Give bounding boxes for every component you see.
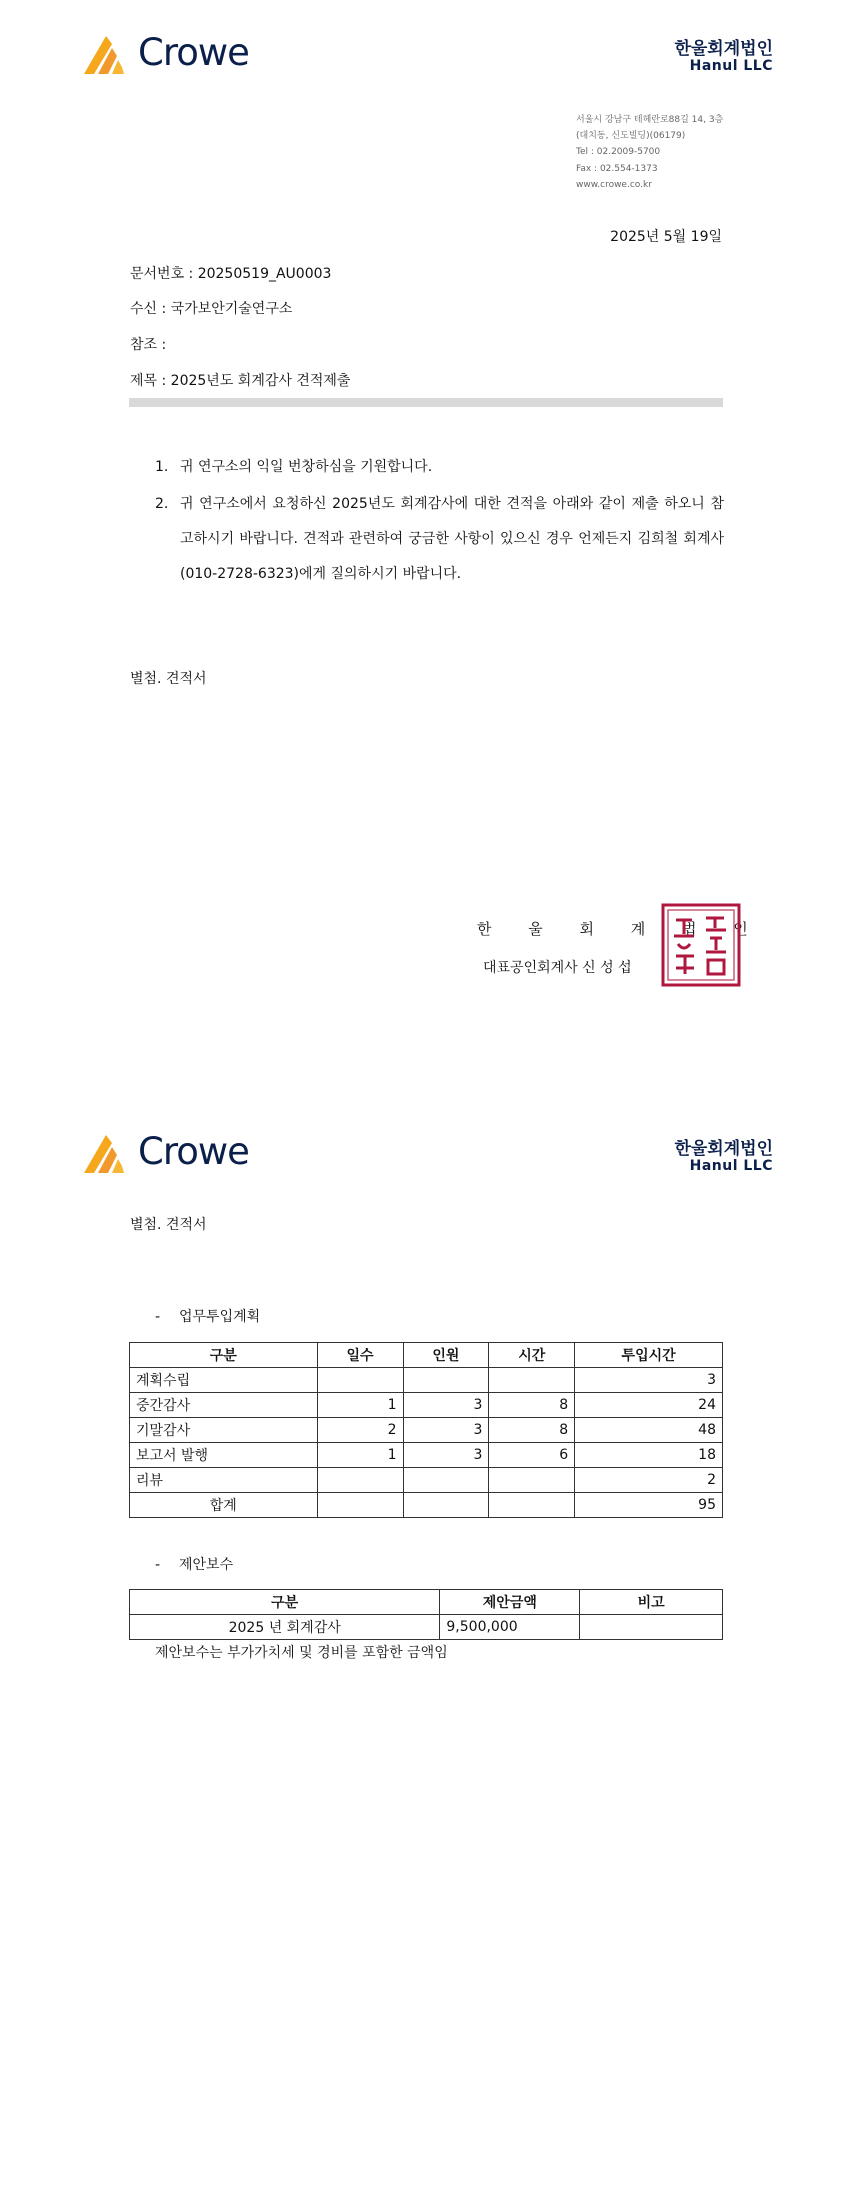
fee-table [129,1589,723,1640]
hours-cell: 8 [489,1418,575,1443]
people-cell: 3 [403,1393,489,1418]
sum-label: 합계 [130,1493,318,1518]
column-header: 비고 [580,1590,723,1615]
total-cell: 48 [575,1418,723,1443]
fee-heading: - 제안보수 [155,1557,234,1573]
reference: 참조 : [130,337,167,353]
column-header: 시간 [489,1343,575,1368]
row-label: 리뷰 [130,1468,318,1493]
logo-text: Crowe [138,30,249,74]
fee-remark [580,1615,723,1640]
estimate-title: 별첨. 견적서 [130,1217,207,1233]
body-item [155,487,724,592]
row-label: 계획수립 [130,1368,318,1393]
days-cell: 1 [317,1443,403,1468]
signature-firm: 한 울 회 계 법 인 [477,920,764,938]
column-header: 구분 [130,1343,318,1368]
work-plan-table [129,1342,723,1518]
fax-line: Fax : 02.554-1373 [576,163,658,174]
table-header-row [130,1343,723,1368]
crowe-logo [84,30,249,74]
attachment-note: 별첨. 견적서 [130,671,207,687]
subject-divider [129,398,723,407]
crowe-logo [84,1129,249,1173]
table-header-row [130,1590,723,1615]
column-header: 일수 [317,1343,403,1368]
body-item [155,450,724,485]
firm-logo [674,40,773,74]
column-header: 구분 [130,1590,440,1615]
people-cell [403,1368,489,1393]
subject: 제목 : 2025년도 회계감사 견적제출 [130,373,351,389]
fee-note: 제안보수는 부가가치세 및 경비를 포함한 금액임 [155,1645,448,1661]
crowe-mark-icon [84,1129,132,1173]
item-text: 귀 연구소에서 요청하신 2025년도 회계감사에 대한 견적을 아래와 같이 제출 하오니 참고하시기 바랍니다. 견적과 관련하여 궁금한 사항이 있으신 경우 언제든지 김희철 회계사(010-2728-6323)에게 질의하시기 바랍니다. [180,496,724,582]
firm-name-en: Hanul LLC [689,58,773,74]
firm-logo [674,1140,773,1174]
total-cell: 24 [575,1393,723,1418]
fee-amount: 9,500,000 [440,1615,580,1640]
address-line: (대치동, 신도빌딩)(06179) [576,131,686,142]
firm-address [576,112,723,193]
crowe-mark-icon [84,30,132,74]
days-cell: 1 [317,1393,403,1418]
address-line: 서울시 강남구 테헤란로88길 14, 3층 [576,115,724,125]
total-cell: 3 [575,1368,723,1393]
column-header: 인원 [403,1343,489,1368]
doc-number: 문서번호 : 20250519_AU0003 [130,266,332,282]
table-row [130,1468,723,1493]
hours-cell: 8 [489,1393,575,1418]
sum-total: 95 [575,1493,723,1518]
total-cell: 18 [575,1443,723,1468]
fee-title: 제안보수 [179,1557,234,1573]
hours-cell: 6 [489,1443,575,1468]
days-cell [317,1368,403,1393]
people-cell: 3 [403,1443,489,1468]
people-cell [403,1468,489,1493]
fee-label: 2025 년 회계감사 [130,1615,440,1640]
table-row [130,1393,723,1418]
firm-name-kr: 한울회계법인 [674,1139,773,1159]
item-text: 귀 연구소의 익일 번창하심을 기원합니다. [180,459,433,475]
column-header: 제안금액 [440,1590,580,1615]
total-cell: 2 [575,1468,723,1493]
table-row [130,1368,723,1393]
row-label: 기말감사 [130,1418,318,1443]
hours-cell [489,1368,575,1393]
tel-line: Tel : 02.2009-5700 [576,147,661,158]
item-number: 1. [155,459,169,475]
letter-date: 2025년 5월 19일 [610,229,722,245]
website-line: www.crowe.co.kr [576,179,652,190]
table-row [130,1615,723,1640]
logo-text: Crowe [138,1129,249,1173]
item-number: 2. [155,496,169,512]
table-row [130,1443,723,1468]
table-sum-row [130,1493,723,1518]
days-cell [317,1468,403,1493]
company-seal-icon [660,902,742,988]
work-plan-title: 업무투입계획 [179,1309,261,1325]
recipient: 수신 : 국가보안기술연구소 [130,301,293,317]
row-label: 중간감사 [130,1393,318,1418]
hours-cell [489,1468,575,1493]
days-cell: 2 [317,1418,403,1443]
firm-name-kr: 한울회계법인 [674,39,773,59]
firm-name-en: Hanul LLC [689,1158,773,1174]
row-label: 보고서 발행 [130,1443,318,1468]
table-row [130,1418,723,1443]
people-cell: 3 [403,1418,489,1443]
signature-ceo: 대표공인회계사 신 성 섭 [483,960,632,976]
column-header: 투입시간 [575,1343,723,1368]
work-plan-heading: - 업무투입계획 [155,1309,261,1325]
